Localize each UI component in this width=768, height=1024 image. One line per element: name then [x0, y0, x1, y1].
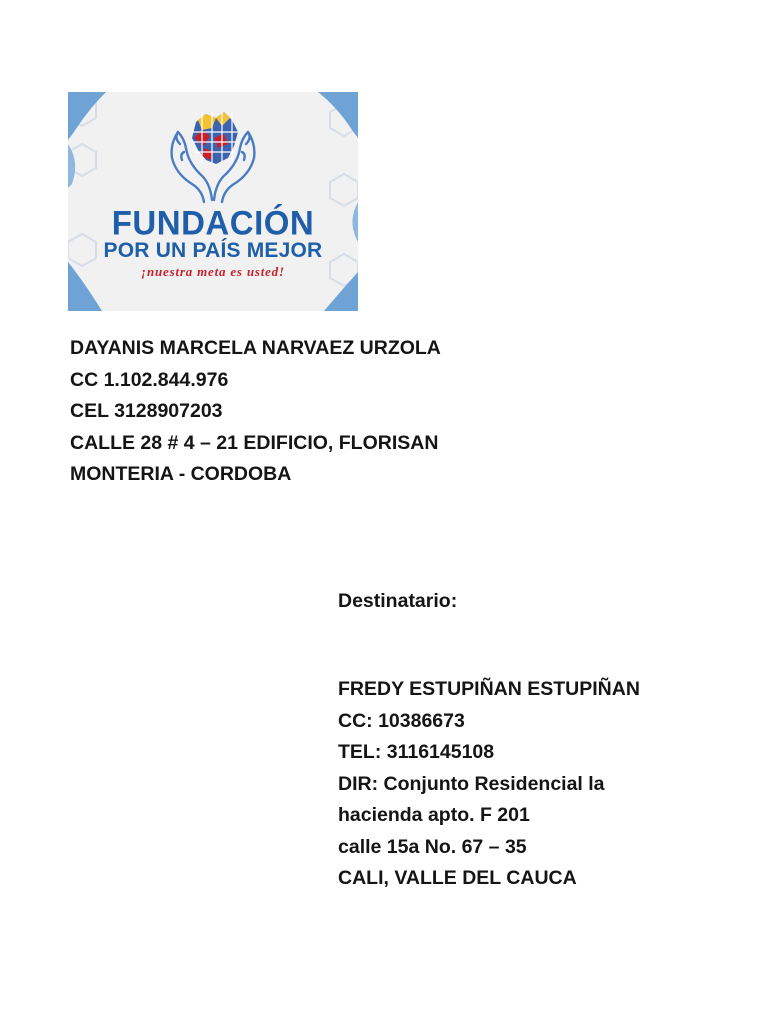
logo-title: FUNDACIÓN	[111, 203, 315, 242]
recipient-id: CC: 10386673	[338, 709, 465, 732]
hands-map-icon	[158, 108, 268, 206]
sender-city: MONTERIA - CORDOBA	[70, 463, 292, 485]
recipient-block	[338, 674, 640, 895]
sender-block	[70, 333, 441, 491]
recipient-address-line-2: hacienda apto. F 201	[338, 804, 530, 826]
recipient-phone: TEL: 3116145108	[338, 741, 495, 763]
sender-id: CC 1.102.844.976	[70, 368, 229, 391]
sender-phone: CEL 3128907203	[70, 400, 223, 422]
recipient-label: Destinatario:	[338, 590, 458, 612]
recipient-name: FREDY ESTUPIÑAN ESTUPIÑAN	[338, 678, 640, 700]
recipient-city: CALI, VALLE DEL CAUCA	[338, 867, 577, 889]
recipient-address-line-1: DIR: Conjunto Residencial la	[338, 772, 605, 795]
logo-subtitle: POR UN PAÍS MEJOR	[103, 239, 323, 262]
recipient-street: calle 15a No. 67 – 35	[338, 835, 527, 858]
sender-name: DAYANIS MARCELA NARVAEZ URZOLA	[70, 337, 441, 359]
foundation-logo	[68, 92, 358, 311]
sender-address: CALLE 28 # 4 – 21 EDIFICIO, FLORISAN	[70, 431, 439, 454]
logo-slogan: ¡nuestra meta es usted!	[141, 264, 285, 279]
